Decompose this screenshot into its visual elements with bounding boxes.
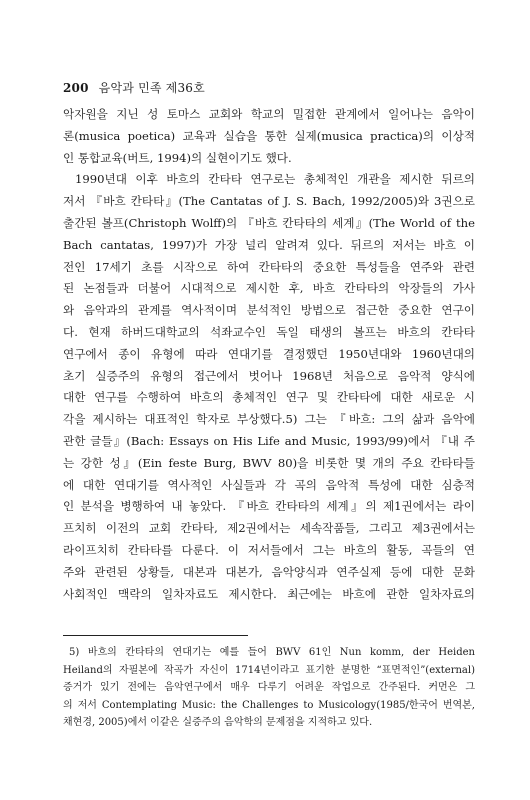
body-line: Bach cantatas, 1997)가 가장 널리 알려져 있다. 뒤르의 저서는 바흐 이 (63, 237, 475, 252)
body-line: 라이프치히 칸타타를 다룬다. 이 저서들에서 그는 바흐의 활동, 곡들의 연 (63, 542, 475, 557)
footnote-line: Heiland의 자필본에 작곡가 자신이 1714년이라고 표기한 분명한 “표면적인”(external) (63, 664, 475, 676)
body-line: 프치히 이전의 교회 칸타타, 제2권에서는 세속작품들, 그리고 제3권에서는 (63, 521, 475, 536)
body-line: 론(musica poetica) 교육과 실습을 통한 실제(musica practica)의 이상적 (63, 128, 475, 143)
body-line: 는 강한 성』(Ein feste Burg, BWV 80)을 비롯한 몇 개의 주요 칸타타들 (63, 455, 475, 470)
body-line: 와 음악과의 관계를 역사적이며 분석적인 방법으로 접근한 중요한 연구이 (63, 303, 475, 318)
body-line: 전인 17세기 초를 시작으로 하여 칸타타의 중요한 특성들을 연주와 관련 (63, 259, 475, 274)
body-line: 악자원을 지닌 성 토마스 교회와 학교의 밀접한 관계에서 일어나는 음악이 (63, 107, 475, 121)
body-line: 된 논점들과 더불어 시대적으로 제시한 후, 바흐 칸타타의 악장들의 가사 (63, 281, 475, 296)
body-line: 관한 글들』(Bach: Essays on His Life and Music, 1993/99)에서 『내 주 (63, 433, 475, 448)
footnote-line: 의 저서 Contemplating Music: the Challenges to Musicology(1985/한국어 번역본, (63, 699, 475, 711)
body-line: 인 분석을 병행하여 내 놓았다. 『바흐 칸타타의 세계』의 제1권에서는 라이 (63, 499, 475, 514)
journal-title: 음악과 민족 제36호 (98, 81, 205, 95)
footnote-divider (63, 635, 248, 636)
body-line: 다. 현재 하버드대학교의 석좌교수인 독일 태생의 볼프는 바흐의 칸타타 (63, 324, 475, 339)
body-line: 연구에서 종이 유형에 따라 연대기를 결정했던 1950년대와 1960년대의 (63, 346, 475, 361)
footnote-line: 증거가 있기 전에는 음악연구에서 매우 다루기 어려운 작업으로 간주된다. 커먼은 그 (63, 682, 475, 694)
body-text (63, 104, 475, 605)
body-line: 주와 관련된 상황들, 대본과 대본가, 음악양식과 연주실제 등에 대한 문화 (63, 564, 475, 579)
body-line: 대한 연구를 수행하여 바흐의 총체적인 연구 및 칸타타에 대한 새로운 시 (63, 390, 475, 405)
body-line: 1990년대 이후 바흐의 칸타타 연구로는 총체적인 개관을 제시한 뒤르의 (75, 172, 475, 187)
running-header (63, 79, 205, 96)
page-number: 200 (63, 81, 89, 95)
body-line: 출간된 볼프(Christoph Wolff)의 『바흐 칸타타의 세계』(The World of the (63, 215, 475, 230)
body-line: 각을 제시하는 대표적인 학자로 부상했다.5) 그는 『바흐: 그의 삶과 음악에 (63, 412, 475, 427)
body-line: 초기 실증주의 유형의 접근에서 벗어나 1968년 처음으로 음악적 양식에 (63, 368, 475, 383)
body-line: 인 통합교육(버트, 1994)의 실현이기도 했다. (63, 150, 292, 165)
body-line: 에 대한 연대기를 역사적인 사실들과 각 곡의 음악적 특성에 대한 심층적 (63, 477, 475, 492)
footnote-line: 5) 바흐의 칸타타의 연대기는 예를 들어 BWV 61인 Nun komm, der Heiden (69, 647, 475, 658)
footnote-line: 채현경, 2005)에서 이같은 실증주의 음악학의 문제점을 지적하고 있다. (63, 717, 373, 729)
body-line: 사회적인 맥락의 일차자료도 제시한다. 최근에는 바흐에 관한 일차자료의 (63, 586, 475, 601)
footnote (63, 644, 475, 732)
body-line: 저서 『바흐 칸타타』(The Cantatas of J. S. Bach, 1992/2005)와 3권으로 (63, 194, 475, 209)
